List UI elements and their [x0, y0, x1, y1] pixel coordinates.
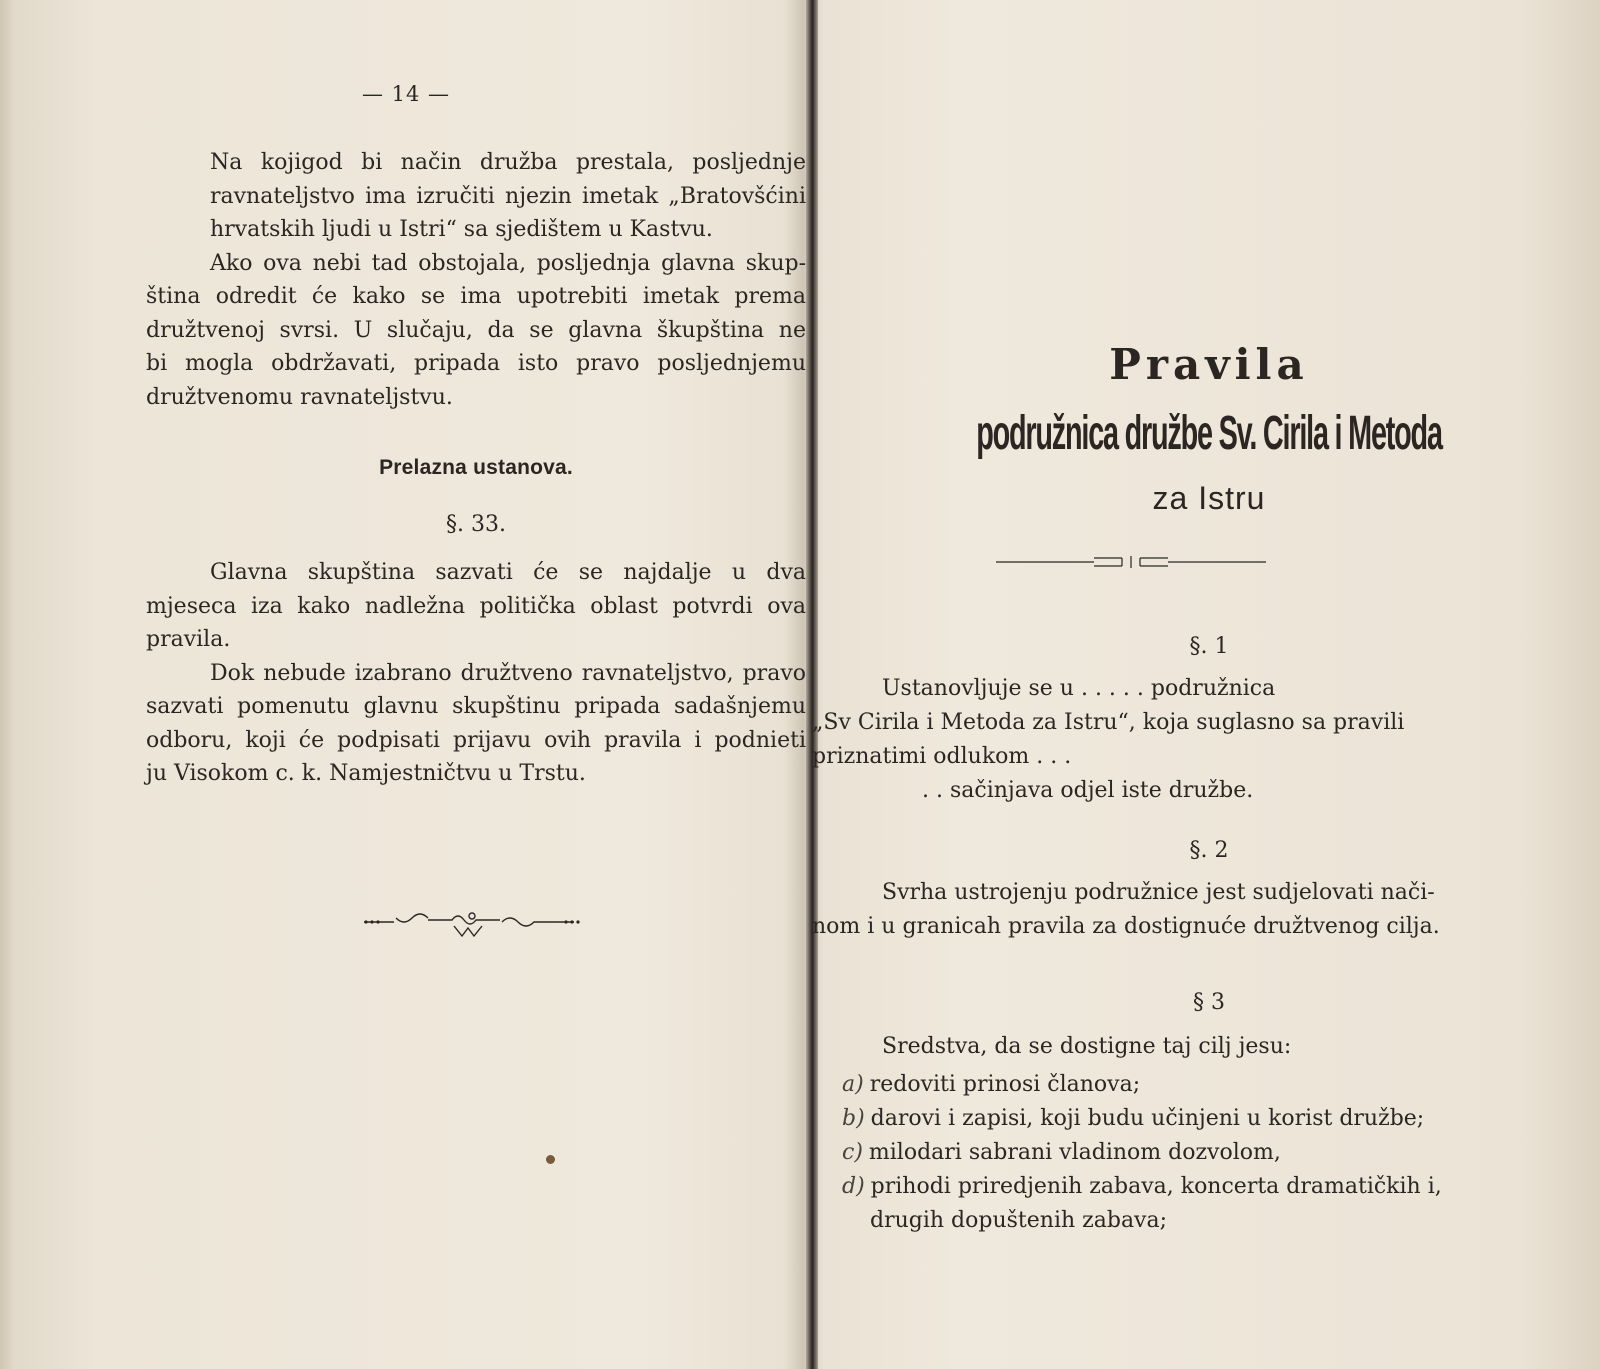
left-text-block-bottom [146, 556, 806, 791]
text-line: Ako ova nebi tad obstojala, posljednja glavna skup- [210, 250, 806, 276]
text-line: hrvatskih ljudi u Istri“ sa sjedištem u Kastvu. [210, 217, 713, 242]
text-line: Dok nebude izabrano družtveno ravnateljstvo, pravo [210, 660, 806, 686]
text-line: mjeseca iza kako nadležna politička oblast potvrdi ova [146, 593, 806, 619]
section-heading: Prelazna ustanova. [379, 456, 573, 479]
list-item [842, 1170, 1442, 1204]
list-item-text: prihodi priredjenih zabava, koncerta dramatičkih i, [870, 1174, 1442, 1199]
text-line: ju Visokom c. k. Namjestničtvu u Trstu. [146, 761, 586, 786]
list-item-text: milodari sabrani vladinom dozvolom, [868, 1140, 1281, 1165]
text-line: bi mogla obdržavati, pripada isto pravo posljednjemu [146, 351, 806, 376]
paragraph [146, 247, 806, 415]
list-item [842, 1068, 1140, 1102]
section-number: § 3 [1193, 990, 1225, 1015]
rule-divider-icon [996, 554, 1266, 570]
page-edge [0, 0, 14, 1369]
left-text-block-top [146, 146, 806, 414]
text-line: . . sačinjava odjel iste družbe. [922, 778, 1254, 803]
text-line: drugih dopuštenih zabava; [870, 1208, 1168, 1233]
text-line: Sredstva, da se dostigne taj cilj jesu: [882, 1034, 1292, 1059]
text-line: ravnateljstvo ima izručiti njezin imetak „Bratovšćini [210, 183, 806, 209]
text-line: družtvenoj svrsi. U slučaju, da se glavna škupština ne [146, 317, 806, 343]
section-number: §. 2 [1189, 838, 1229, 863]
text-line: odboru, koji će podpisati prijavu ovih pravila i podnieti [146, 727, 806, 753]
text-line: nom i u granicah pravila za dostignuće družtvenog cilja. [812, 914, 1440, 939]
text-line: pravila. [146, 627, 231, 652]
text-line: sazvati pomenutu glavnu skupštinu pripada sadašnjemu [146, 694, 806, 719]
list-marker: b) [842, 1106, 865, 1131]
ink-spot [546, 1155, 555, 1164]
text-line: Ustanovljuje se u . . . . . podružnica [882, 676, 1276, 701]
list-item-text: darovi i zapisi, koji budu učinjeni u korist družbe; [870, 1106, 1425, 1131]
paragraph [146, 657, 806, 791]
list-item [842, 1102, 1424, 1136]
page-title: Pravila [1109, 340, 1309, 389]
text-line: priznatimi odlukom . . . [812, 744, 1072, 769]
list-marker: c) [842, 1140, 863, 1165]
list-item [842, 1136, 1281, 1170]
page-subtitle: podružnica družbe Sv. Cirila i Metoda [976, 407, 1442, 460]
list-marker: a) [842, 1072, 864, 1097]
section-number: §. 33. [446, 512, 506, 537]
list-marker: d) [842, 1174, 865, 1199]
list-item-text: redoviti prinosi članova; [869, 1072, 1141, 1097]
text-line: „Sv Cirila i Metoda za Istru“, koja suglasno sa pravili [812, 710, 1405, 735]
paragraph [146, 146, 806, 247]
page-subtitle-2: za Istru [1152, 480, 1266, 516]
text-line: Svrha ustrojenju podružnice jest sudjelovati nači- [882, 880, 1435, 905]
paragraph [146, 556, 806, 657]
text-line: Na kojigod bi način družba prestala, posljednje [210, 150, 806, 175]
text-line: Glavna skupština sazvati će se najdalje u dva [210, 560, 806, 585]
ornament-divider-icon [362, 908, 582, 938]
text-line: družtvenomu ravnateljstvu. [146, 384, 453, 410]
section-number: §. 1 [1189, 634, 1229, 659]
text-line: ština odredit će kako se ima upotrebiti imetak prema [146, 284, 806, 309]
page-number: — 14 — [361, 82, 451, 106]
right-page [812, 0, 1600, 1369]
